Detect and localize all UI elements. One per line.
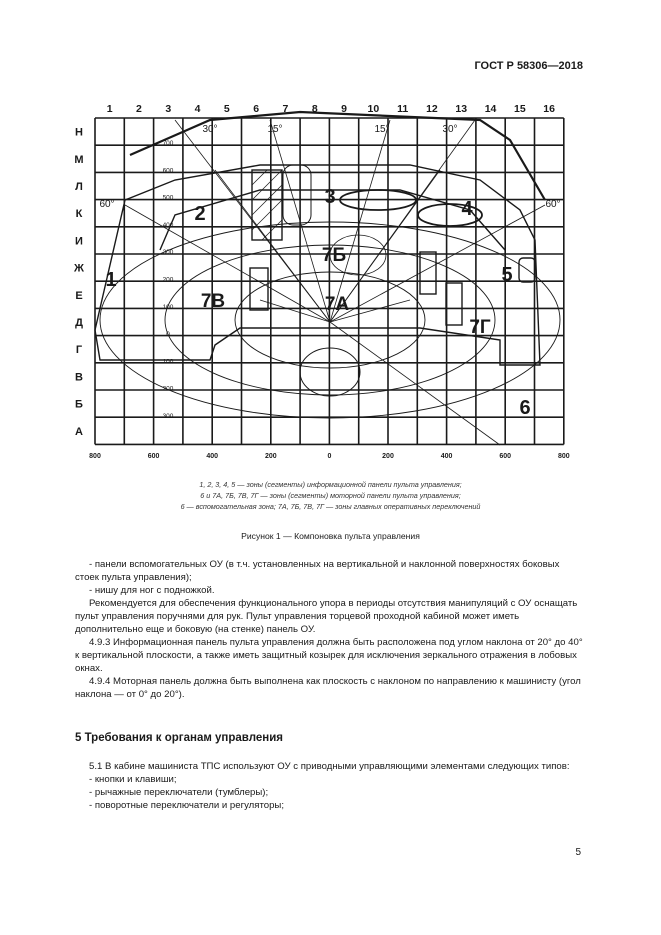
page-number: 5 — [575, 847, 581, 858]
bottom-scale-tick: 600 — [147, 453, 160, 460]
column-number: 9 — [341, 103, 347, 115]
bottom-scale-tick: 800 — [89, 453, 101, 460]
column-number: 2 — [136, 103, 142, 115]
left-scale-tick: 700 — [162, 140, 174, 147]
row-letter: Н — [75, 126, 83, 139]
list-item: - кнопки и клавиши; — [89, 774, 177, 785]
standard-header: ГОСТ Р 58306—2018 — [474, 60, 583, 72]
paragraph: 4.9.3 Информационная панель пульта управления должна быть расположена под углом наклона от 20° до 40° к вертикальной плоскости, а также иметь защитный козырек для исключения зеркального отражения в лобовых окнах. — [75, 637, 583, 674]
figure-note: 6 — вспомогательная зона; 7А, 7Б, 7В, 7Г — зоны главных оперативных переключений — [180, 502, 481, 511]
zone-label-6: 6 — [519, 397, 531, 419]
column-number: 12 — [426, 103, 438, 115]
figure-caption: Рисунок 1 — Компоновка пульта управления — [241, 531, 420, 541]
list-item: - рычажные переключатели (тумблеры); — [89, 787, 269, 798]
column-number: 7 — [282, 103, 289, 115]
row-letter: И — [75, 235, 83, 248]
zone-label-5: 5 — [501, 264, 513, 286]
row-letter: Б — [75, 398, 83, 411]
left-scale-tick: 500 — [162, 194, 174, 202]
zone-label-1: 1 — [105, 269, 117, 291]
zone-label-2: 2 — [194, 203, 206, 225]
bottom-scale-tick: 600 — [499, 453, 512, 460]
bottom-scale-tick: 0 — [327, 453, 332, 460]
zone-label-3: 3 — [324, 186, 336, 208]
bottom-scale-tick: 200 — [382, 453, 394, 460]
left-scale-tick: 0 — [166, 331, 170, 339]
column-number: 10 — [367, 103, 380, 115]
column-number: 14 — [484, 103, 497, 115]
list-item: - поворотные переключатели и регуляторы; — [89, 800, 284, 811]
column-number: 16 — [543, 103, 555, 115]
figure-note: 1, 2, 3, 4, 5 — зоны (сегменты) информационной панели пульта управления; — [199, 480, 462, 489]
section-heading: 5 Требования к органам управления — [75, 732, 283, 744]
angle-label: 30° — [442, 124, 458, 135]
roof-line — [130, 112, 545, 200]
left-scale-tick: 300 — [162, 413, 174, 420]
list-item: - панели вспомогательных ОУ (в т.ч. установленных на вертикальной и наклонной поверхностях боковых стоек пульта управления); — [75, 559, 560, 583]
angle-label: 60° — [545, 199, 561, 210]
row-letter: Д — [75, 317, 83, 329]
angle-label: 60° — [99, 199, 115, 210]
bottom-scale-tick: 800 — [557, 453, 570, 460]
zone-label-7v: 7В — [200, 291, 226, 312]
left-scale-tick: 600 — [162, 167, 174, 175]
column-number: 6 — [253, 103, 260, 115]
row-letter: А — [75, 425, 83, 438]
left-scale-tick: 100 — [162, 358, 174, 366]
column-number: 11 — [397, 103, 409, 115]
bottom-scale-tick: 400 — [206, 453, 219, 460]
angle-label: 30° — [202, 124, 218, 135]
left-scale-tick: 200 — [162, 385, 174, 393]
figure-note: 6 и 7А, 7Б, 7В, 7Г — зоны (сегменты) моторной панели пульта управления; — [200, 491, 461, 500]
paragraph: Рекомендуется для обеспечения функционального упора в периоды отсутствия манипуляций с ОУ оснащать пульт управления поручнями для рук. Пульт управления торцевой проходной кабиной может иметь дополнительно еще и боковую (на стенке) панель ОУ. — [75, 598, 578, 635]
zone-label-4: 4 — [461, 198, 473, 220]
body-text-2 — [75, 760, 585, 812]
angle-label: 15° — [374, 124, 390, 135]
zone-label-7a: 7А — [324, 294, 350, 315]
row-letter: Е — [75, 289, 83, 302]
column-number: 4 — [194, 103, 201, 115]
row-letter: К — [75, 208, 83, 221]
column-number: 15 — [514, 103, 526, 115]
row-letter: Г — [75, 344, 83, 357]
body-text — [75, 558, 585, 701]
column-number: 5 — [223, 103, 230, 115]
paragraph: 4.9.4 Моторная панель должна быть выполнена как плоскость с наклоном по направлению к машинисту (угол наклона — от 0° до 20°). — [75, 676, 581, 700]
row-letter: Ж — [74, 262, 84, 275]
bottom-scale-tick: 200 — [264, 453, 277, 460]
zone-label-7b: 7Б — [321, 245, 347, 266]
column-number: 8 — [311, 103, 318, 115]
row-letter: В — [75, 371, 83, 384]
column-number: 13 — [455, 103, 468, 115]
column-number: 1 — [106, 103, 113, 115]
left-scale-tick: 200 — [162, 276, 174, 284]
column-number: 3 — [165, 103, 172, 115]
angle-label: 15° — [267, 124, 283, 135]
left-scale-tick: 400 — [162, 221, 174, 229]
bottom-scale-tick: 400 — [440, 453, 453, 460]
paragraph: 5.1 В кабине машиниста ТПС используют ОУ с приводными управляющими элементами следующих типов: — [89, 761, 570, 772]
left-scale-tick: 300 — [162, 249, 174, 257]
zone-label-7g: 7Г — [469, 317, 491, 338]
row-letter: М — [74, 153, 84, 166]
list-item: - нишу для ног с подножкой. — [89, 585, 215, 596]
left-scale-tick: 100 — [162, 303, 174, 311]
row-letter: Л — [75, 181, 83, 193]
